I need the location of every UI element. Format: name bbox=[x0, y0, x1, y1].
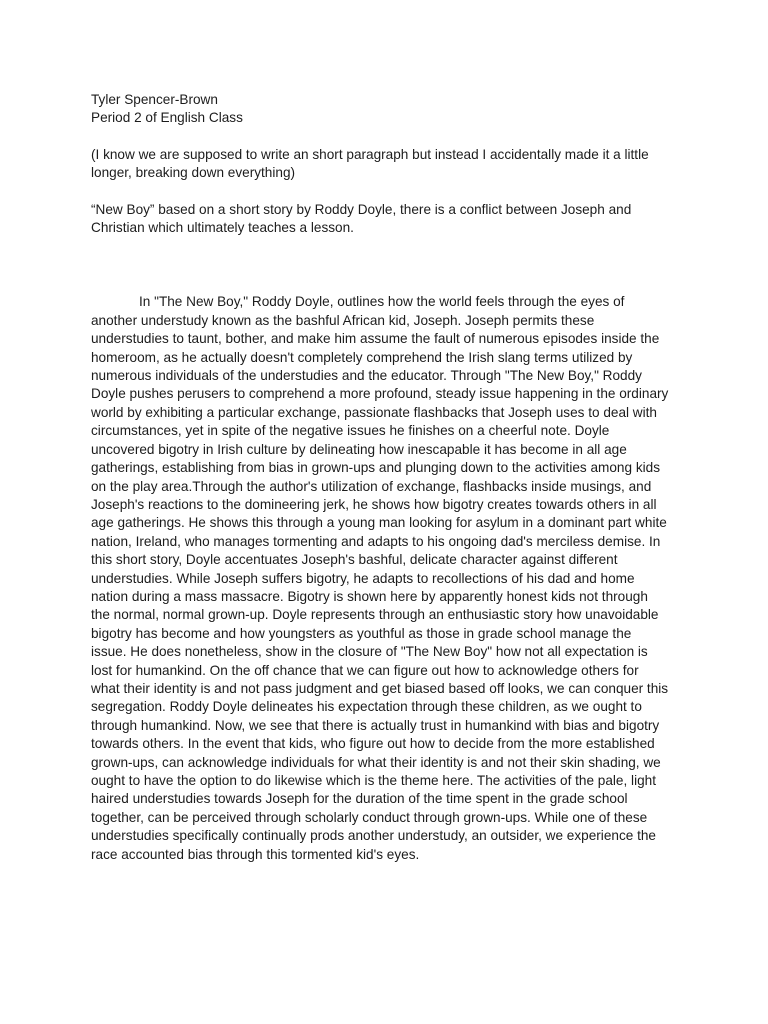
note-line-1: (I know we are supposed to write an short paragraph but instead I accidentally made it a little bbox=[91, 146, 649, 162]
body-paragraph-line: homeroom, as he actually doesn't completely comprehend the Irish slang terms utilized by bbox=[91, 349, 633, 365]
body-paragraph-line: another understudy known as the bashful African kid, Joseph. Joseph permits these bbox=[91, 312, 595, 328]
body-paragraph-line: lost for humankind. On the off chance that we can figure out how to acknowledge others for bbox=[91, 662, 639, 678]
body-paragraph-line: through humankind. Now, we see that there is actually trust in humankind with bias and bigotry bbox=[91, 717, 660, 733]
body-paragraph-line: Doyle pushes perusers to comprehend a more profound, steady issue happening in the ordinary bbox=[91, 386, 669, 402]
body-paragraph-line: what their identity is and not pass judgment and get biased based off looks, we can conquer this bbox=[91, 680, 669, 696]
body-paragraph-line: understudies to taunt, bother, and make him assume the fault of numerous episodes inside the bbox=[91, 331, 660, 347]
document-content bbox=[91, 91, 685, 864]
body-paragraph-line: Joseph's reactions to the domineering jerk, he shows how bigotry creates towards others in all bbox=[91, 496, 657, 512]
thesis-line-2: Christian which ultimately teaches a lesson. bbox=[91, 220, 354, 236]
body-paragraph-line: race accounted bias through this tormented kid's eyes. bbox=[91, 846, 420, 862]
body-paragraph-line: circumstances, yet in spite of the negative issues he finishes on a cheerful note. Doyle bbox=[91, 423, 610, 439]
body-paragraph bbox=[91, 293, 685, 864]
spacer bbox=[91, 128, 685, 146]
class-period: Period 2 of English Class bbox=[91, 110, 243, 126]
body-paragraph-line: uncovered bigotry in Irish culture by delineating how inescapable it has become in all age bbox=[91, 441, 627, 457]
spacer bbox=[91, 237, 685, 293]
body-paragraph-line: understudies specifically continually prods another understudy, an outsider, we experience the bbox=[91, 828, 656, 844]
body-paragraph-line: age gatherings. He shows this through a young man looking for asylum in a dominant part white bbox=[91, 515, 667, 531]
body-paragraph-line: this short story, Doyle accentuates Joseph's bashful, delicate character against different bbox=[91, 552, 618, 568]
author-name: Tyler Spencer-Brown bbox=[91, 92, 218, 107]
body-paragraph-line: nation, Ireland, who manages tormenting and adapts to his ongoing dad's merciless demise. In bbox=[91, 533, 661, 549]
spacer bbox=[91, 183, 685, 201]
body-paragraph-line: the normal, normal grown-up. Doyle represents through an enthusiastic story how unavoidable bbox=[91, 607, 659, 623]
body-paragraph-line: world by exhibiting a particular exchange, passionate flashbacks that Joseph uses to deal with bbox=[91, 404, 657, 420]
note-line-2: longer, breaking down everything) bbox=[91, 165, 296, 181]
body-paragraph-line: grown-ups, can acknowledge individuals for what their identity is and not their skin shading, we bbox=[91, 754, 661, 770]
body-paragraph-line: together, can be perceived through scholarly conduct through grown-ups. While one of these bbox=[91, 809, 648, 825]
body-paragraph-line: numerous individuals of the understudies and the educator. Through "The New Boy," Roddy bbox=[91, 368, 642, 384]
body-paragraph-line: understudies. While Joseph suffers bigotry, he adapts to recollections of his dad and home bbox=[91, 570, 635, 586]
body-paragraph-line: issue. He does nonetheless, show in the closure of "The New Boy" how not all expectation is bbox=[91, 644, 648, 660]
body-paragraph-line: gatherings, establishing from bias in grown-ups and plunging down to the activities among kids bbox=[91, 460, 660, 476]
thesis-line-1: “New Boy” based on a short story by Roddy Doyle, there is a conflict between Joseph and bbox=[91, 201, 632, 217]
body-paragraph-line: nation during a mass massacre. Bigotry is shown here by apparently honest kids not through bbox=[91, 588, 648, 604]
body-paragraph-line: haired understudies towards Joseph for the duration of the time spent in the grade school bbox=[91, 791, 628, 807]
body-paragraph-line: In "The New Boy," Roddy Doyle, outlines how the world feels through the eyes of bbox=[139, 294, 625, 310]
body-paragraph-line: ought to have the option to do likewise which is the theme here. The activities of the pale, light bbox=[91, 773, 656, 788]
body-paragraph-line: bigotry has become and how youngsters as youthful as those in grade school manage the bbox=[91, 625, 632, 641]
body-paragraph-line: segregation. Roddy Doyle delineates his expectation through these children, as we ought to bbox=[91, 699, 642, 715]
body-paragraph-line: on the play area.Through the author's utilization of exchange, flashbacks inside musings, and bbox=[91, 478, 652, 494]
body-paragraph-line: towards others. In the event that kids, who figure out how to decide from the more established bbox=[91, 736, 655, 752]
